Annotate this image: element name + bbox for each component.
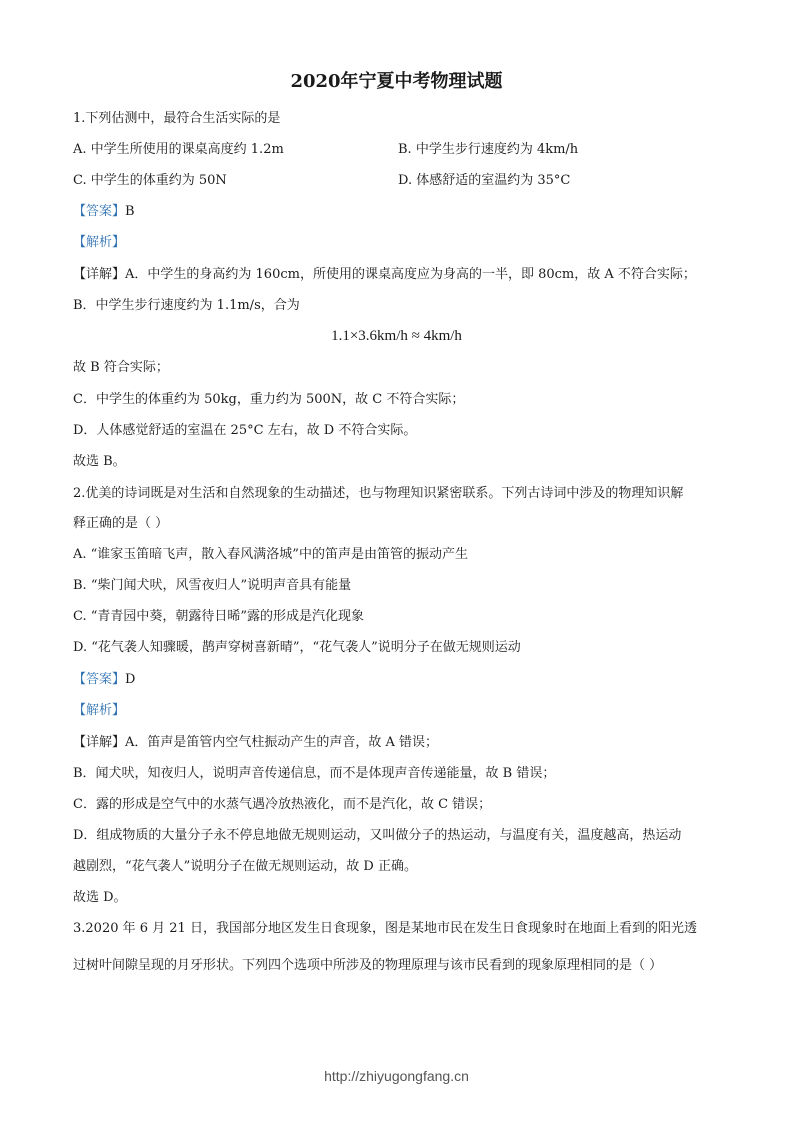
answer-tag: 【答案】 bbox=[73, 672, 126, 687]
q1-detail-b: B．中学生步行速度约为 1.1m/s，合为 bbox=[73, 298, 300, 313]
q1-option-c: C. 中学生的体重约为 50N bbox=[73, 173, 227, 188]
q1-detail-b2: 故 B 符合实际； bbox=[73, 360, 169, 375]
q2-stem-line1: 2.优美的诗词既是对生活和自然现象的生动描述，也与物理知识紧密联系。下列古诗词中涉及的物理知识解 bbox=[73, 486, 684, 501]
q2-detail-d-line1: D．组成物质的大量分子永不停息地做无规则运动，又叫做分子的热运动，与温度有关，温度越高，热运动 bbox=[73, 828, 682, 843]
q1-answer bbox=[73, 203, 135, 221]
answer-value: B bbox=[125, 204, 135, 219]
q2-option-b: B. “柴门闻犬吠，风雪夜归人”说明声音具有能量 bbox=[73, 578, 352, 593]
page-title: 2020年宁夏中考物理试题 bbox=[290, 71, 503, 92]
detail-text: A．中学生的身高约为 160cm，所使用的课桌高度应为身高的一半，即 80cm，故 A 不符合实际； bbox=[125, 267, 696, 282]
q2-detail-b: B．闻犬吠，知夜归人，说明声音传递信息，而不是体现声音传递能量，故 B 错误； bbox=[73, 766, 556, 781]
q2-conclusion: 故选 D。 bbox=[73, 890, 127, 905]
q1-analysis-tag: 【解析】 bbox=[73, 235, 126, 250]
q2-option-d: D. “花气袭人知骤暖，鹊声穿树喜新晴”，“花气袭人”说明分子在做无规则运动 bbox=[73, 640, 521, 655]
answer-tag: 【答案】 bbox=[73, 204, 126, 219]
detail-tag: 【详解】 bbox=[73, 735, 126, 750]
footer-url: http://zhiyugongfang.cn bbox=[324, 1068, 469, 1084]
q1-option-d: D. 体感舒适的室温约为 35°C bbox=[398, 173, 571, 188]
q1-option-a: A. 中学生所使用的课桌高度约 1.2m bbox=[73, 142, 284, 157]
q1-option-b: B. 中学生步行速度约为 4km/h bbox=[398, 142, 579, 157]
q1-formula: 1.1×3.6km/h ≈ 4km/h bbox=[331, 328, 462, 344]
q3-stem-line2: 过树叶间隙呈现的月牙形状。下列四个选项中所涉及的物理原理与该市民看到的现象原理相同的是（ ） bbox=[73, 958, 663, 973]
q1-conclusion: 故选 B。 bbox=[73, 454, 126, 469]
q1-detail-d: D．人体感觉舒适的室温在 25°C 左右，故 D 不符合实际。 bbox=[73, 423, 417, 438]
q2-detail-d-line2: 越剧烈，“花气袭人”说明分子在做无规则运动，故 D 正确。 bbox=[73, 859, 417, 874]
q2-analysis-tag: 【解析】 bbox=[73, 703, 126, 718]
detail-text: A．笛声是笛管内空气柱振动产生的声音，故 A 错误； bbox=[125, 735, 439, 750]
q2-detail-a bbox=[73, 734, 438, 752]
q3-stem-line1: 3.2020 年 6 月 21 日，我国部分地区发生日食现象，图是某地市民在发生日食现象时在地面上看到的阳光透 bbox=[73, 921, 697, 936]
q2-option-a: A. “谁家玉笛暗飞声，散入春风满洛城”中的笛声是由笛管的振动产生 bbox=[73, 547, 468, 562]
q1-detail-c: C．中学生的体重约为 50kg，重力约为 500N，故 C 不符合实际； bbox=[73, 392, 465, 407]
detail-tag: 【详解】 bbox=[73, 267, 126, 282]
answer-value: D bbox=[125, 672, 136, 687]
q1-stem: 1.下列估测中，最符合生活实际的是 bbox=[73, 111, 281, 126]
q2-detail-c: C．露的形成是空气中的水蒸气遇冷放热液化，而不是汽化，故 C 错误； bbox=[73, 797, 492, 812]
q2-stem-line2: 释正确的是（ ） bbox=[73, 516, 169, 531]
q2-answer bbox=[73, 671, 135, 689]
q1-detail-a bbox=[73, 266, 696, 284]
q2-option-c: C. “青青园中葵，朝露待日晞”露的形成是汽化现象 bbox=[73, 609, 365, 624]
